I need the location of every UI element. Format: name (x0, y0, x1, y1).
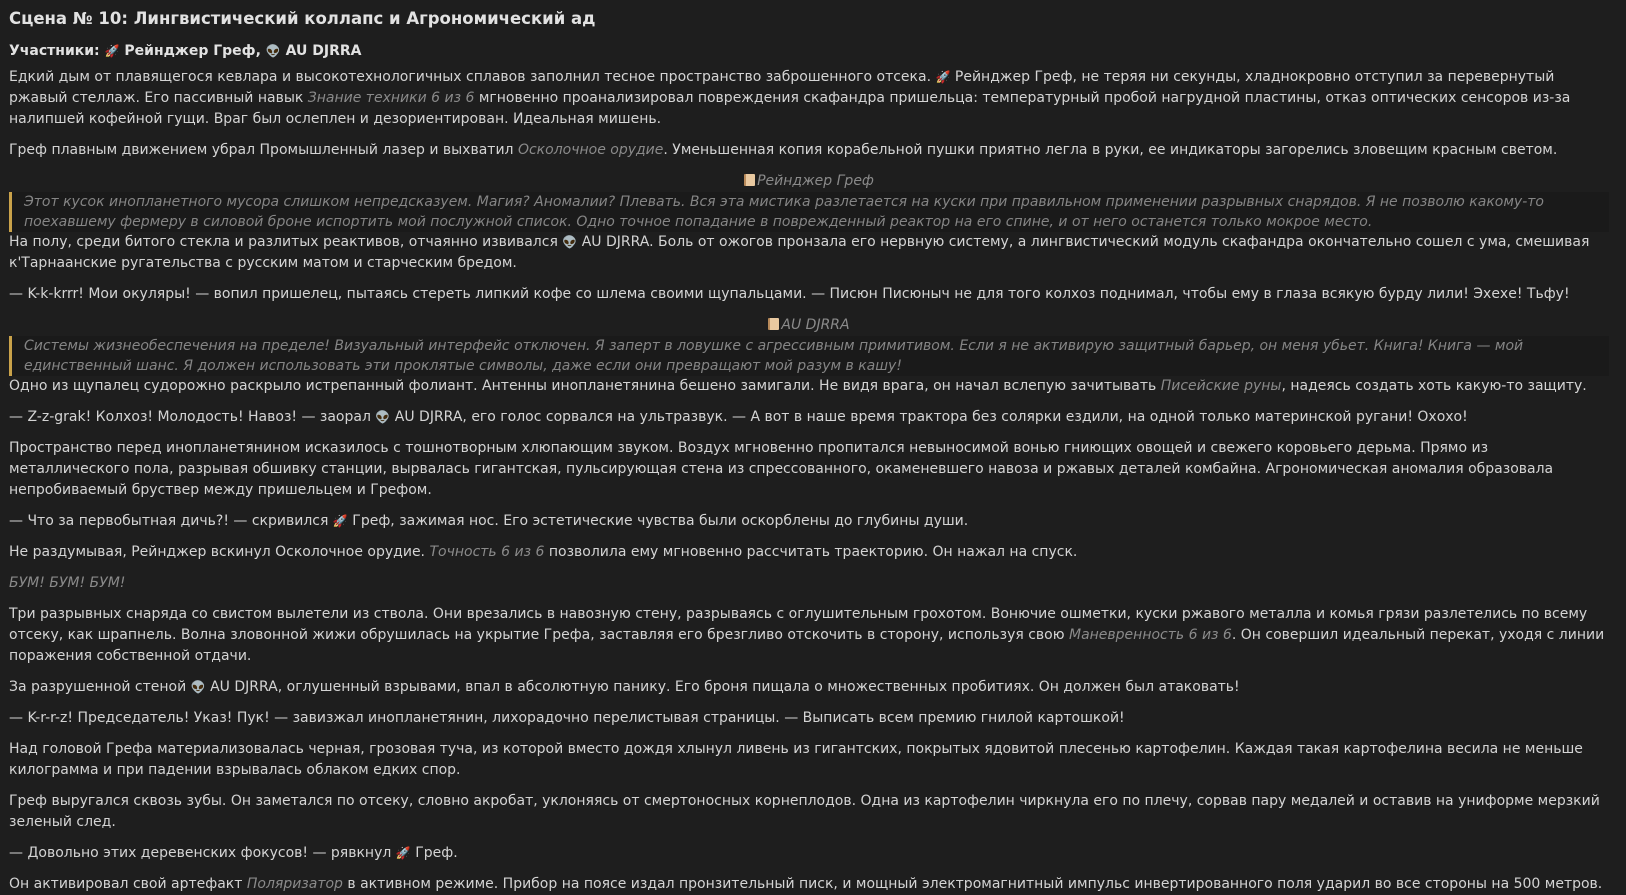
text: позволила ему мгновенно рассчитать траекторию. Он нажал на спуск. (548, 544, 1078, 560)
text: . Боль от ожогов пронзала его нервную систему, а лингвистический модуль скафандра окончательно сошел с ума, смешивая к'Тарнаанские ругательства с русским матом и старческим бредом. (9, 234, 1590, 271)
text: , зажимая нос. Его эстетические чувства были оскорблены до глубины души. (390, 513, 969, 529)
skill-mention: Точность 6 из 6 (429, 544, 545, 560)
rocket-icon: 🚀 (935, 70, 951, 84)
character-name: AU DJRRA (210, 679, 278, 695)
participant-greff: Рейнджер Греф, (124, 43, 261, 59)
scroll-icon (768, 318, 779, 330)
paragraph (9, 874, 1609, 895)
rocket-icon: 🚀 (395, 846, 411, 860)
paragraph: Над головой Грефа материализовалась черная, грозовая туча, из которой вместо дождя хлынул ливень из гигантских, покрытых ядовитой плесенью картофелин. Каждая такая картофелина весила не меньше килограмма и при падении взрывалась облаком едких спор. (9, 741, 1583, 778)
skill-mention: Маневренность 6 из 6 (1068, 627, 1232, 643)
rocket-icon: 🚀 (104, 44, 120, 58)
thought-quote: Этот кусок инопланетного мусора слишком непредсказуем. Магия? Аномалии? Плевать. Вся эта мистика разлетается на куски при правильном применении разрывных снарядов. Я не позволю какому-то поехавшему фермеру в силовой броне испортить мой послужной список. Одно точное попадание в поврежденный реактор на его спине, и от него останется только мокрое место. (9, 192, 1609, 232)
text: Едкий дым от плавящегося кевлара и высокотехнологичных сплавов заполнил тесное пространство заброшенного отсека. (9, 69, 932, 85)
paragraph (9, 677, 1609, 698)
paragraph: Греф выругался сквозь зубы. Он заметался по отсеку, словно акробат, уклоняясь от смертоносных корнеплодов. Одна из картофелин чиркнула его по плечу, сорвав пару медалей и оставив на униформе мерзкий зеленый след. (9, 793, 1600, 830)
rocket-icon: 🚀 (332, 514, 348, 528)
text: в активном режиме. Прибор на поясе издал пронзительный писк, и мощный электромагнитный импульс инвертированного поля ударил во все стороны на 500 метров. (347, 876, 1603, 892)
skill-mention: Знание техники 6 из 6 (307, 90, 475, 106)
paragraph (9, 511, 1609, 532)
paragraph (9, 542, 1609, 563)
text: — Довольно этих деревенских фокусов! — рявкнул (9, 845, 392, 861)
text: Одно из щупалец судорожно раскрыло истрепанный фолиант. Антенны инопланетянина бешено замигали. Не видя врага, он начал вслепую зачитывать (9, 378, 1157, 394)
character-name: AU DJRRA (581, 234, 650, 250)
skill-mention: Осколочное орудие (517, 142, 664, 158)
paragraph (9, 140, 1609, 161)
text: , надеясь создать хоть какую-то защиту. (1281, 378, 1587, 394)
text: Рейнджер Греф, не теряя ни секунды, хладнокровно отступил за перевернутый ржавый стеллаж. Его пассивный навык (9, 69, 1555, 106)
participant-djrra: AU DJRRA (285, 43, 362, 59)
paragraph (9, 604, 1609, 667)
text: Три разрывных снаряда со свистом вылетели из ствола. Они врезались в навозную стену, разрываясь с оглушительным грохотом. Вонючие ошметки, куски ржавого металла и комья грязи разлетелись по всему отсеку, как шрапнель. Волна зловонной жижи обрушилась на укрытие Грефа, заставляя его брезгливо отскочить в сторону, используя свою (9, 606, 1588, 643)
scroll-icon (744, 174, 755, 186)
paragraph: — K-k-krrr! Мои окуляры! — вопил пришелец, пытаясь стереть липкий кофе со шлема своими щупальцами. — Писюн Писюныч не для того колхоз поднимал, чтобы ему в глаза всякую бурду лили! Эхехе! Тьфу! (9, 286, 1570, 302)
text: мгновенно проанализировал повреждения скафандра пришельца: температурный пробой нагрудной пластины, отказ оптических сенсоров из-за налипшей кофейной гущи. Враг был ослеплен и дезориентирован. Идеальная мишень. (9, 90, 1571, 127)
text: , оглушенный взрывами, впал в абсолютную панику. Его броня пищала о множественных пробитиях. Он должен был атаковать! (277, 679, 1240, 695)
character-name: Греф. (415, 845, 458, 861)
text: На полу, среди битого стекла и разлитых реактивов, отчаянно извивался (9, 234, 558, 250)
character-name: Греф (352, 513, 391, 529)
thought-speaker (9, 315, 1609, 335)
skill-mention: Писейские руны (1160, 378, 1282, 394)
alien-icon: 👽 (375, 410, 391, 424)
paragraph-shout: БУМ! БУМ! БУМ! (9, 575, 126, 591)
participants-label: Участники: (9, 43, 100, 59)
participants-line (9, 41, 1609, 62)
text: Греф плавным движением убрал Промышленный лазер и выхватил (9, 142, 514, 158)
text: Не раздумывая, Рейнджер вскинул Осколочное орудие. (9, 544, 426, 560)
text: За разрушенной стеной (9, 679, 187, 695)
thought-speaker (9, 171, 1609, 191)
thought-quote: Системы жизнеобеспечения на пределе! Визуальный интерфейс отключен. Я заперт в ловушке с агрессивным примитивом. Если я не активирую защитный барьер, он меня убьет. Книга! Книга — мой единственный шанс. Я должен использовать эти проклятые символы, даже если они превращают мой разум в кашу! (9, 336, 1609, 376)
skill-mention: Поляризатор (246, 876, 343, 892)
alien-icon: 👽 (265, 44, 281, 58)
text: — Z-z-grak! Колхоз! Молодость! Навоз! — заорал (9, 409, 371, 425)
paragraph: — K-r-r-z! Председатель! Указ! Пук! — завизжал инопланетянин, лихорадочно перелистывая страницы. — Выписать всем премию гнилой картошкой! (9, 710, 1125, 726)
paragraph (9, 843, 1609, 864)
text: , его голос сорвался на ультразвук. — А вот в наше время трактора без солярки ездили, на одной только материнской ругани! Охохо! (462, 409, 1468, 425)
scene-title: Сцена № 10: Лингвистический коллапс и Агрономический ад (9, 9, 596, 28)
paragraph (9, 67, 1609, 130)
text: Он активировал свой артефакт (9, 876, 243, 892)
text: . Уменьшенная копия корабельной пушки приятно легла в руки, ее индикаторы загорелись зловещим красным светом. (663, 142, 1558, 158)
paragraph (9, 407, 1609, 428)
paragraph (9, 376, 1609, 397)
alien-icon: 👽 (190, 680, 206, 694)
speaker-name: AU DJRRA (781, 317, 850, 333)
text: — Что за первобытная дичь?! — скривился (9, 513, 329, 529)
paragraph (9, 232, 1609, 274)
character-name: AU DJRRA (394, 409, 463, 425)
alien-icon: 👽 (562, 235, 578, 249)
paragraph: Пространство перед инопланетянином исказилось с тошнотворным хлюпающим звуком. Воздух мгновенно пропитался невыносимой вонью гниющих овощей и свежего коровьего дерьма. Прямо из металлического пола, разрывая обшивку станции, вырвалась гигантская, пульсирующая стена из спрессованного, окаменевшего навоза и ржавых деталей комбайна. Агрономическая аномалия образовала непробиваемый бруствер между пришельцем и Грефом. (9, 440, 1554, 498)
text: . Он совершил идеальный перекат, уходя с линии поражения собственной отдачи. (9, 627, 1605, 664)
speaker-name: Рейнджер Греф (757, 173, 874, 189)
